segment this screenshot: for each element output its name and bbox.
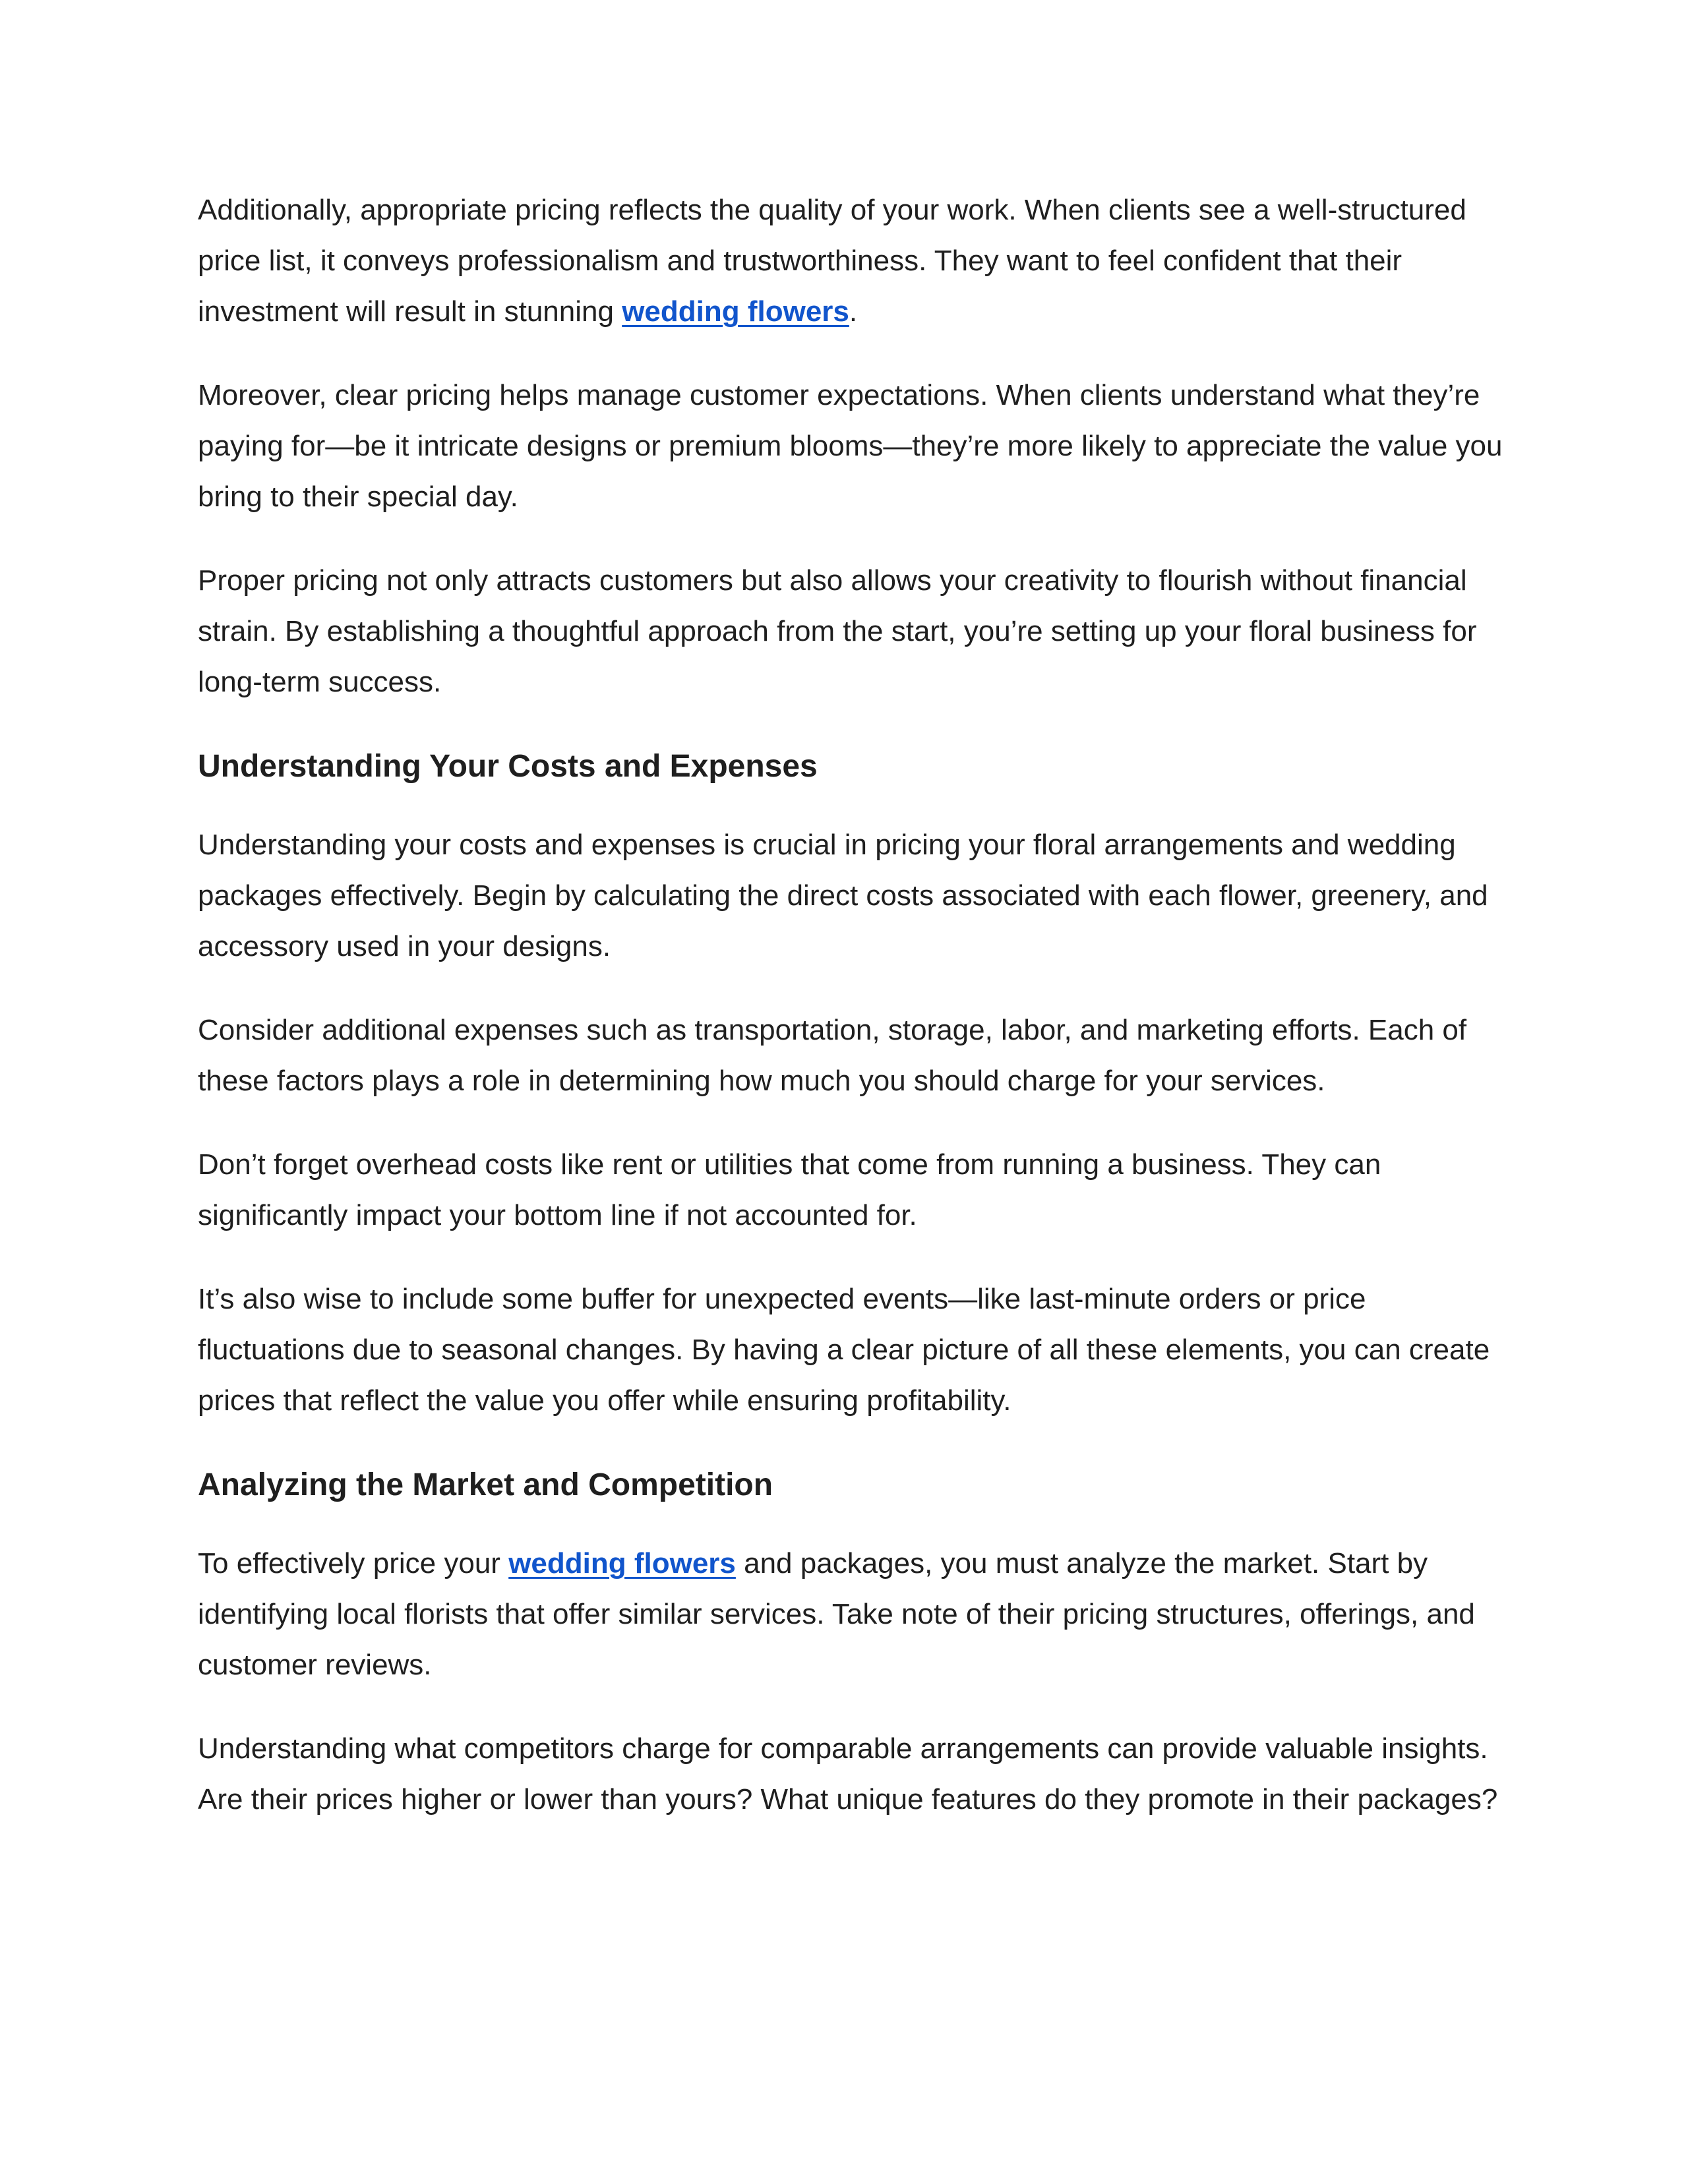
paragraph-overhead-costs: Don’t forget overhead costs like rent or utilities that come from running a business. They can significantly impact your bottom line if not accounted for.: [198, 1148, 1381, 1231]
paragraph-competitor-charges: Understanding what competitors charge for comparable arrangements can provide valuable insights. Are their prices higher or lower than yours? What unique features do they promote in their packages?: [198, 1732, 1498, 1815]
article-body: [198, 185, 1503, 1858]
paragraph-text: .: [849, 295, 858, 328]
heading-market-competition: Analyzing the Market and Competition: [198, 1467, 773, 1502]
paragraph-pricing-quality: [198, 185, 1503, 337]
paragraph-text: Additionally, appropriate pricing reflects the quality of your work. When clients see a well-structured price list, it conveys professionalism and trustworthiness. They want to feel confident that their investment will result in stunning: [198, 194, 1466, 328]
paragraph-additional-expenses: Consider additional expenses such as transportation, storage, labor, and marketing efforts. Each of these factors plays a role in determining how much you should charge for your services.: [198, 1014, 1467, 1097]
paragraph-text: To effectively price your: [198, 1547, 509, 1579]
paragraph-proper-pricing: Proper pricing not only attracts customers but also allows your creativity to flourish without financial strain. By establishing a thoughtful approach from the start, you’re setting up your floral business for long-term success.: [198, 564, 1477, 698]
paragraph-customer-expectations: Moreover, clear pricing helps manage customer expectations. When clients understand what they’re paying for—be it intricate designs or premium blooms—they’re more likely to appreciate the value you bring to their special day.: [198, 379, 1503, 513]
paragraph-text: and packages, you must analyze the market. Start by identifying local florists that offer similar services. Take note of their pricing structures, offerings, and customer reviews.: [198, 1547, 1475, 1681]
paragraph-analyze-market: [198, 1538, 1503, 1690]
wedding-flowers-link[interactable]: wedding flowers: [508, 1547, 736, 1579]
paragraph-direct-costs: Understanding your costs and expenses is crucial in pricing your floral arrangements and wedding packages effectively. Begin by calculating the direct costs associated with each flower, greenery, and accessory used in your designs.: [198, 829, 1488, 962]
wedding-flowers-link[interactable]: wedding flowers: [622, 295, 849, 328]
heading-costs-expenses: Understanding Your Costs and Expenses: [198, 749, 818, 784]
paragraph-buffer: It’s also wise to include some buffer for unexpected events—like last-minute orders or price fluctuations due to seasonal changes. By having a clear picture of all these elements, you can create prices that reflect the value you offer while ensuring profitability.: [198, 1283, 1490, 1417]
